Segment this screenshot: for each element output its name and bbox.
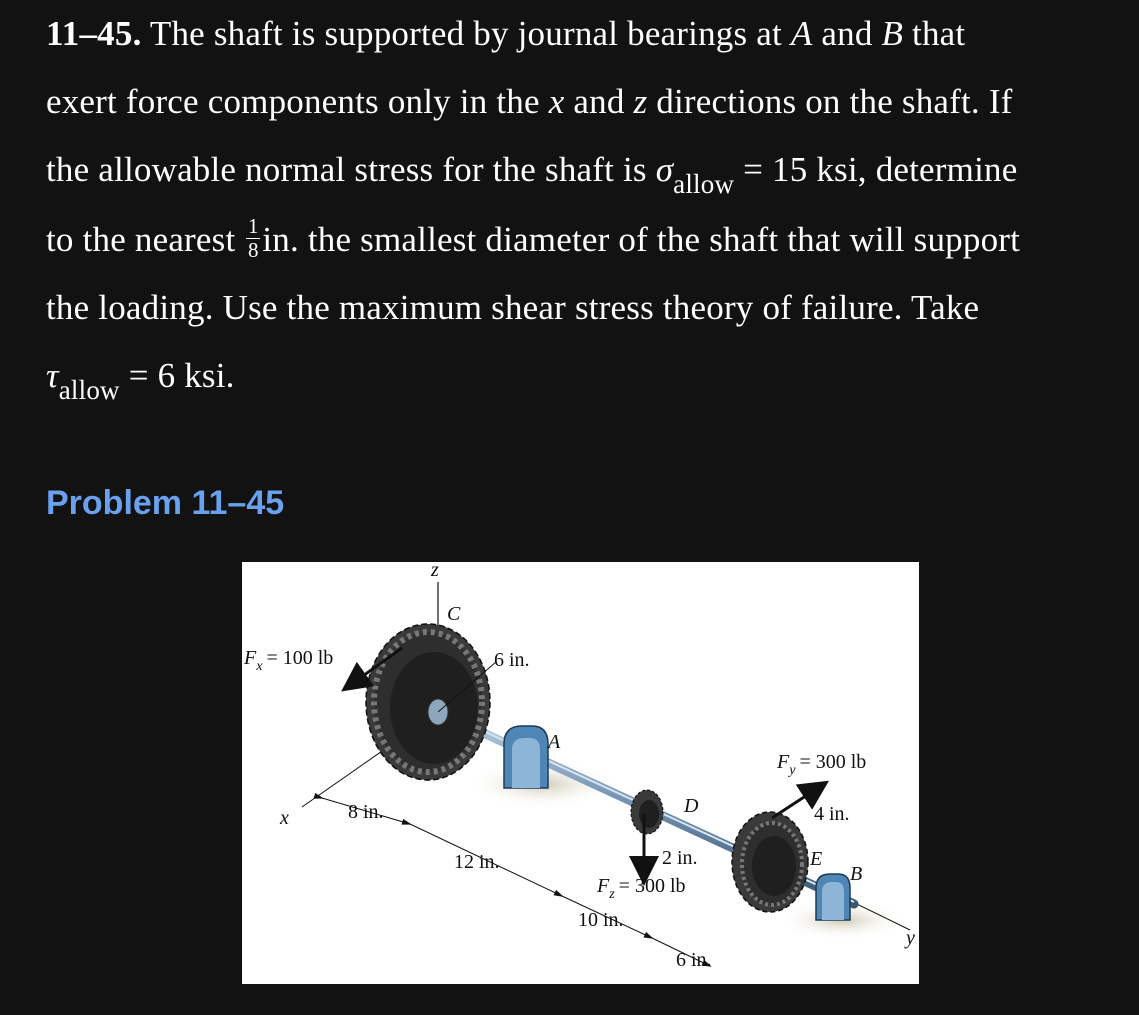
label-2in: 2 in. bbox=[662, 847, 698, 869]
label-8in: 8 in. bbox=[348, 801, 384, 823]
label-point-a: A bbox=[548, 731, 561, 753]
problem-line-5: the loading. Use the maximum shear stress theory of failure. Take bbox=[46, 288, 980, 327]
label-12in: 12 in. bbox=[454, 851, 500, 873]
bearing-a bbox=[504, 726, 548, 788]
label-6in-gear: 6 in. bbox=[494, 649, 530, 671]
problem-line-1: 11–45. The shaft is supported by journal bearings at A and B that bbox=[46, 14, 966, 53]
gear-c bbox=[366, 624, 490, 780]
problem-statement bbox=[46, 0, 1116, 412]
label-y-axis: y bbox=[906, 927, 915, 949]
label-point-b: B bbox=[850, 863, 863, 885]
label-6in: 6 in. bbox=[676, 949, 712, 971]
label-4in: 4 in. bbox=[814, 803, 850, 825]
label-z-axis: z bbox=[431, 562, 439, 581]
fraction-one-eighth: $\frac{1}{8}$ bbox=[247, 214, 259, 263]
label-x-axis: x bbox=[280, 807, 289, 829]
tau-symbol: τ bbox=[46, 356, 59, 395]
label-point-e: E bbox=[810, 848, 823, 870]
shaft-figure bbox=[242, 562, 919, 984]
problem-line-2: exert force components only in the x and z directions on the shaft. If bbox=[46, 82, 1013, 121]
bearing-b bbox=[816, 874, 850, 920]
shaft-diagram bbox=[242, 562, 919, 984]
gear-e bbox=[732, 812, 808, 912]
problem-heading: Problem 11–45 bbox=[46, 484, 285, 522]
problem-number: 11–45. bbox=[46, 14, 142, 53]
label-point-c: C bbox=[447, 603, 461, 625]
sigma-symbol: σ bbox=[655, 150, 674, 189]
label-10in: 10 in. bbox=[578, 909, 624, 931]
problem-line-4: to the nearest $\frac{1}{8}in$. the smallest diameter of the shaft that will support bbox=[46, 214, 1021, 263]
gear-d bbox=[631, 790, 663, 834]
label-point-d: D bbox=[684, 795, 699, 817]
label-fz: $F_z = 300$ lb bbox=[597, 875, 686, 902]
problem-line-6: $\tau_{allow} = 6$ ksi. bbox=[46, 356, 235, 405]
problem-line-3: the allowable normal stress for the shaft is $\sigma_{allow} = 15$ ksi, determine bbox=[46, 150, 1018, 199]
label-fy: $F_y = 300$ lb bbox=[777, 751, 867, 778]
label-fx: $F_x = 100$ lb bbox=[244, 647, 334, 674]
